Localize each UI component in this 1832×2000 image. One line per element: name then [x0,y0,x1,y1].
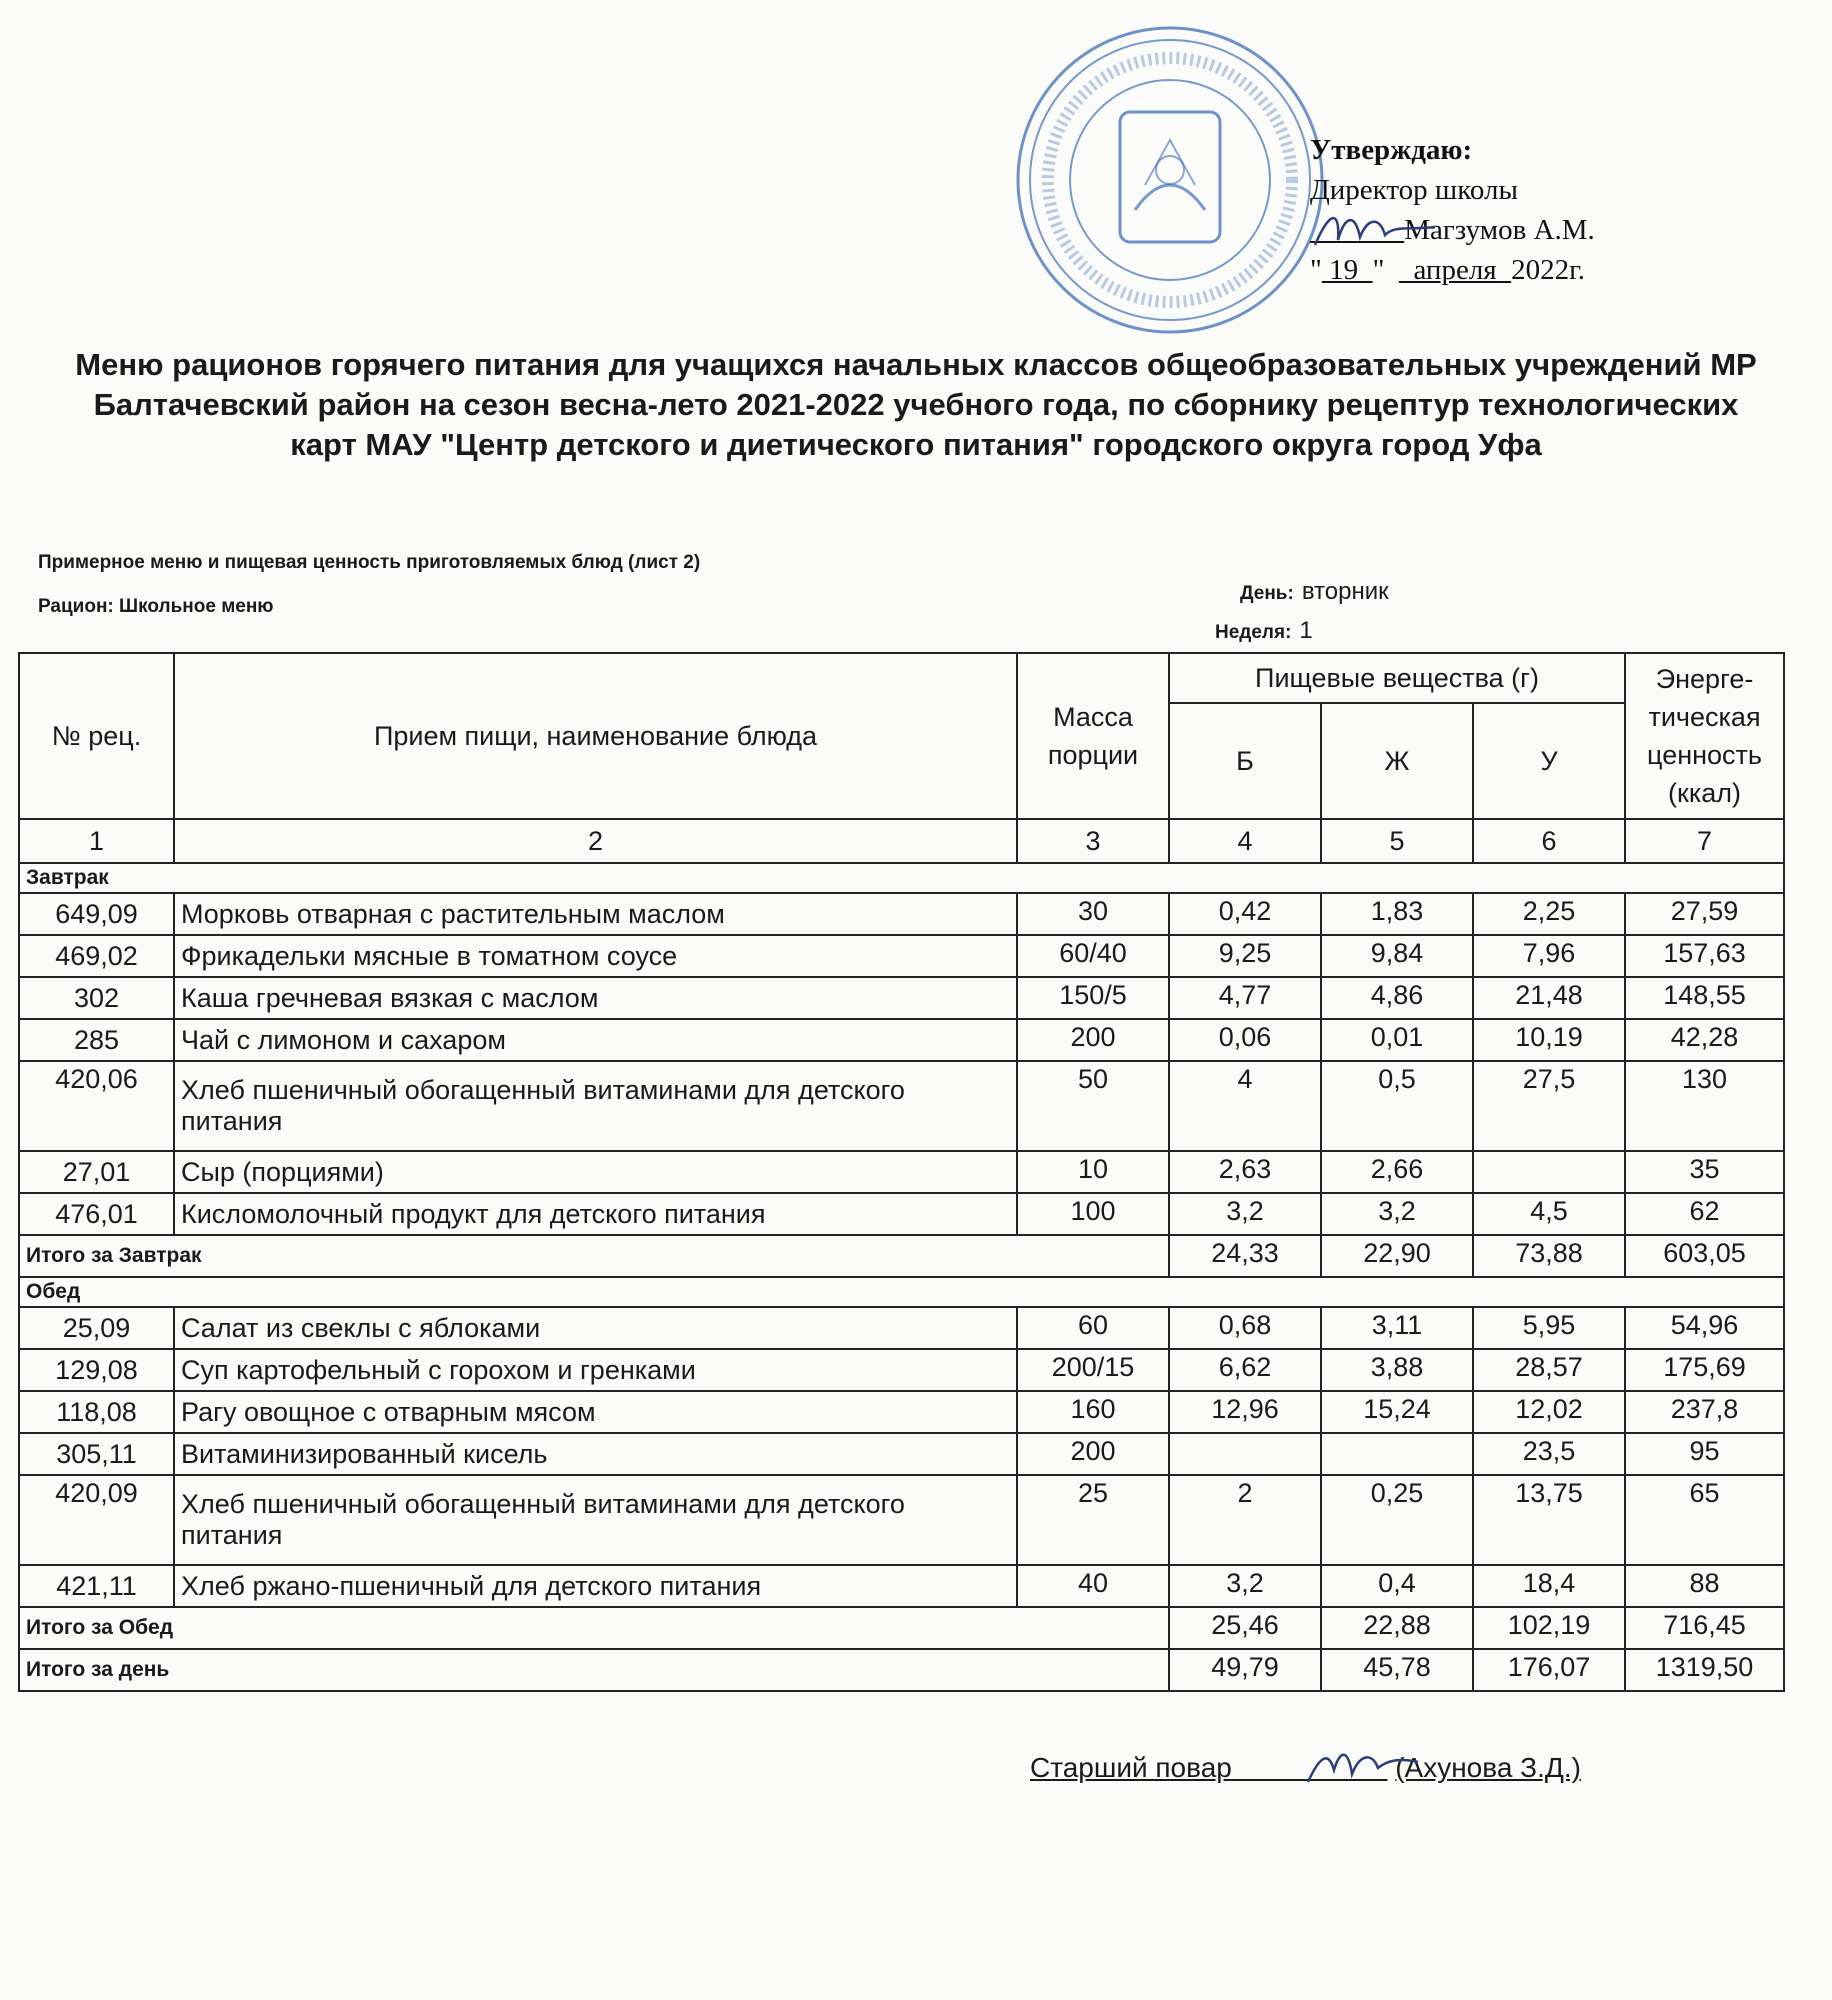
carbs-value: 21,48 [1473,977,1625,1019]
protein-value: 4,77 [1169,977,1321,1019]
energy-value: 27,59 [1625,893,1784,935]
recipe-code: 25,09 [19,1307,174,1349]
week-label: Неделя: [1215,622,1292,643]
footer-name: (Ахунова З.Д.) [1395,1752,1581,1783]
dish-name: Каша гречневая вязкая с маслом [174,977,1017,1019]
protein-value: 3,2 [1169,1193,1321,1235]
lunch-total-row [19,1607,1784,1649]
recipe-code: 305,11 [19,1433,174,1475]
recipe-code: 285 [19,1019,174,1061]
col-number-1: 1 [19,819,174,863]
portion-mass: 100 [1017,1193,1169,1235]
recipe-code: 421,11 [19,1565,174,1607]
header-fat: Ж [1321,703,1473,819]
table-row [19,893,1784,935]
table-row [19,1391,1784,1433]
energy-value: 157,63 [1625,935,1784,977]
energy-value: 88 [1625,1565,1784,1607]
recipe-code: 27,01 [19,1151,174,1193]
table-row [19,1565,1784,1607]
header-energy: Энерге-тическая ценность (ккал) [1625,653,1784,819]
ration-label: Рацион: Школьное меню [38,596,274,617]
table-row [19,1307,1784,1349]
col-number-4: 4 [1169,819,1321,863]
approval-position: Директор школы [1310,174,1518,206]
dish-name: Салат из свеклы с яблоками [174,1307,1017,1349]
dish-name: Витаминизированный кисель [174,1433,1017,1475]
fat-value: 0,25 [1321,1475,1473,1565]
energy-value: 35 [1625,1151,1784,1193]
dish-name: Сыр (порциями) [174,1151,1017,1193]
day-total-row [19,1649,1784,1691]
carbs-value: 2,25 [1473,893,1625,935]
cook-signature [1300,1740,1430,1790]
header-carbs: У [1473,703,1625,819]
carbs-value: 28,57 [1473,1349,1625,1391]
fat-value: 3,11 [1321,1307,1473,1349]
protein-total: 25,46 [1169,1607,1321,1649]
protein-value: 0,06 [1169,1019,1321,1061]
portion-mass: 60/40 [1017,935,1169,977]
portion-mass: 150/5 [1017,977,1169,1019]
energy-total: 603,05 [1625,1235,1784,1277]
table-row [19,1019,1784,1061]
portion-mass: 200/15 [1017,1349,1169,1391]
carbs-value: 7,96 [1473,935,1625,977]
header-protein: Б [1169,703,1321,819]
week-value: 1 [1299,617,1313,644]
section-lunch: Обед [19,1277,1784,1307]
header-mass: Масса порции [1017,653,1169,819]
fat-value: 4,86 [1321,977,1473,1019]
protein-value: 12,96 [1169,1391,1321,1433]
approval-month: апреля [1413,254,1497,286]
document-title: Меню рационов горячего питания для учащихся начальных классов общеобразовательных учреждений МР Балтачевский район на сезон весна-лето 2021-2022 учебного года, по сборнику рецептур технологических карт МАУ "Центр детского и диетического питания" городского округа город Уфа [75,347,1757,462]
col-number-2: 2 [174,819,1017,863]
dish-name: Рагу овощное с отварным мясом [174,1391,1017,1433]
section-breakfast: Завтрак [19,863,1784,893]
protein-value: 2,63 [1169,1151,1321,1193]
col-number-7: 7 [1625,819,1784,863]
col-number-3: 3 [1017,819,1169,863]
approval-year: 2022г. [1511,254,1586,286]
carbs-value: 18,4 [1473,1565,1625,1607]
portion-mass: 50 [1017,1061,1169,1151]
protein-value: 4 [1169,1061,1321,1151]
portion-mass: 25 [1017,1475,1169,1565]
fat-value: 3,2 [1321,1193,1473,1235]
protein-value: 2 [1169,1475,1321,1565]
carbs-value: 5,95 [1473,1307,1625,1349]
day-label: День: [1240,583,1294,604]
fat-value: 3,88 [1321,1349,1473,1391]
table-row [19,1061,1784,1151]
energy-total: 716,45 [1625,1607,1784,1649]
dish-name: Морковь отварная с растительным маслом [174,893,1017,935]
dish-name: Хлеб пшеничный обогащенный витаминами для детского питания [174,1061,1017,1151]
fat-value: 0,4 [1321,1565,1473,1607]
carbs-value: 27,5 [1473,1061,1625,1151]
table-row [19,1193,1784,1235]
breakfast-total-row [19,1235,1784,1277]
fat-value: 0,01 [1321,1019,1473,1061]
energy-value: 175,69 [1625,1349,1784,1391]
recipe-code: 302 [19,977,174,1019]
lunch-total-label: Итого за Обед [19,1607,1169,1649]
approval-date: " 19 " апреля 2022г. [1310,254,1586,286]
fat-value [1321,1433,1473,1475]
recipe-code: 649,09 [19,893,174,935]
energy-value: 95 [1625,1433,1784,1475]
energy-day-total: 1319,50 [1625,1649,1784,1691]
fat-value: 1,83 [1321,893,1473,935]
portion-mass: 40 [1017,1565,1169,1607]
dish-name: Кисломолочный продукт для детского питания [174,1193,1017,1235]
fat-value: 0,5 [1321,1061,1473,1151]
carbs-value: 4,5 [1473,1193,1625,1235]
portion-mass: 200 [1017,1433,1169,1475]
director-signature [1310,205,1440,255]
dish-name: Фрикадельки мясные в томатном соусе [174,935,1017,977]
menu-table [18,652,1785,1692]
energy-value: 148,55 [1625,977,1784,1019]
table-row [19,1475,1784,1565]
fat-value: 2,66 [1321,1151,1473,1193]
portion-mass: 30 [1017,893,1169,935]
recipe-code: 129,08 [19,1349,174,1391]
sheet-label: Примерное меню и пищевая ценность приготовляемых блюд (лист 2) [38,552,701,573]
table-row [19,977,1784,1019]
carbs-day-total: 176,07 [1473,1649,1625,1691]
header-nutrients: Пищевые вещества (г) [1169,653,1625,703]
recipe-code: 469,02 [19,935,174,977]
protein-value: 0,68 [1169,1307,1321,1349]
energy-value: 130 [1625,1061,1784,1151]
carbs-value [1473,1151,1625,1193]
dish-name: Суп картофельный с горохом и гренками [174,1349,1017,1391]
protein-value [1169,1433,1321,1475]
breakfast-total-label: Итого за Завтрак [19,1235,1169,1277]
protein-day-total: 49,79 [1169,1649,1321,1691]
fat-total: 22,88 [1321,1607,1473,1649]
dish-name: Хлеб ржано-пшеничный для детского питания [174,1565,1017,1607]
carbs-total: 102,19 [1473,1607,1625,1649]
dish-name: Хлеб пшеничный обогащенный витаминами для детского питания [174,1475,1017,1565]
table-row [19,1151,1784,1193]
header-recipe: № рец. [19,653,174,819]
table-row [19,1349,1784,1391]
carbs-value: 13,75 [1473,1475,1625,1565]
week-info [1215,617,1313,645]
approval-name: Магзумов А.М. [1404,214,1595,246]
recipe-code: 420,06 [19,1061,174,1151]
official-stamp [1010,20,1330,340]
dish-name: Чай с лимоном и сахаром [174,1019,1017,1061]
carbs-value: 10,19 [1473,1019,1625,1061]
portion-mass: 10 [1017,1151,1169,1193]
day-info [1240,578,1389,606]
protein-total: 24,33 [1169,1235,1321,1277]
energy-value: 62 [1625,1193,1784,1235]
day-value: вторник [1301,578,1389,605]
fat-total: 22,90 [1321,1235,1473,1277]
protein-value: 6,62 [1169,1349,1321,1391]
energy-value: 42,28 [1625,1019,1784,1061]
carbs-total: 73,88 [1473,1235,1625,1277]
carbs-value: 12,02 [1473,1391,1625,1433]
table-row [19,1433,1784,1475]
recipe-code: 420,09 [19,1475,174,1565]
header-meal: Прием пищи, наименование блюда [174,653,1017,819]
day-total-label: Итого за день [19,1649,1169,1691]
table-row [19,935,1784,977]
fat-value: 9,84 [1321,935,1473,977]
energy-value: 237,8 [1625,1391,1784,1433]
portion-mass: 60 [1017,1307,1169,1349]
footer-role: Старший повар [1030,1752,1232,1783]
energy-value: 65 [1625,1475,1784,1565]
portion-mass: 160 [1017,1391,1169,1433]
protein-value: 3,2 [1169,1565,1321,1607]
protein-value: 0,42 [1169,893,1321,935]
approval-heading: Утверждаю: [1310,134,1473,166]
fat-day-total: 45,78 [1321,1649,1473,1691]
energy-value: 54,96 [1625,1307,1784,1349]
approval-day: 19 [1329,254,1359,286]
fat-value: 15,24 [1321,1391,1473,1433]
recipe-code: 476,01 [19,1193,174,1235]
recipe-code: 118,08 [19,1391,174,1433]
col-number-5: 5 [1321,819,1473,863]
portion-mass: 200 [1017,1019,1169,1061]
col-number-6: 6 [1473,819,1625,863]
protein-value: 9,25 [1169,935,1321,977]
carbs-value: 23,5 [1473,1433,1625,1475]
